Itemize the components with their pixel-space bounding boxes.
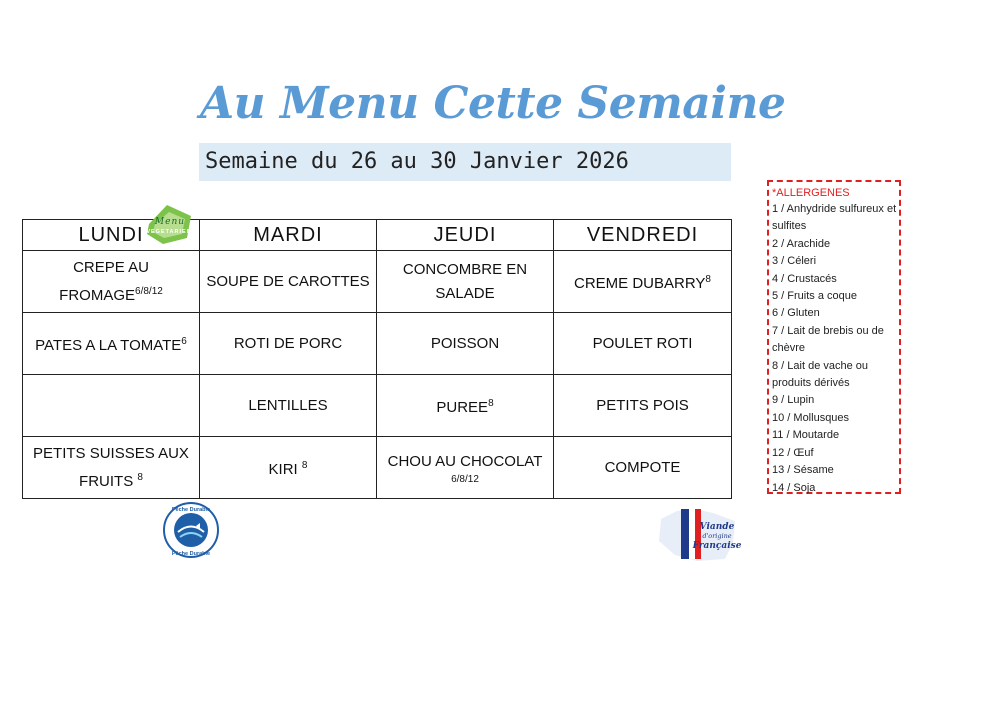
day-header-jeudi: JEUDI xyxy=(377,220,554,251)
viande-logo-line2: d'origine xyxy=(702,532,732,540)
viande-francaise-logo xyxy=(655,505,741,563)
veg-badge-line2: VEGETARIEN xyxy=(146,229,192,235)
allergen-item: 6 / Gluten xyxy=(772,307,820,320)
menu-cell: PUREE$^8$ xyxy=(377,375,554,437)
allergen-item: 12 / Œuf xyxy=(772,446,814,459)
allergen-item: 10 / Mollusques xyxy=(772,411,850,424)
allergen-item: 8 / Lait de vache ou produits dérivés xyxy=(772,359,869,390)
menu-cell: ROTI DE PORC xyxy=(200,313,377,375)
allergen-item: 1 / Anhydride sulfureux et sulfites xyxy=(772,203,897,233)
veg-badge-line1: Menu xyxy=(154,217,186,227)
menu-cell: KIRI $^8$ xyxy=(200,437,377,499)
peche-logo-bottom: Pêche Durable xyxy=(171,551,211,557)
menu-row-starter xyxy=(23,251,732,313)
menu-cell: CREME DUBARRY$^8$ xyxy=(554,251,732,313)
allergen-item: 14 / Soja xyxy=(772,481,816,494)
menu-row-main xyxy=(23,313,732,375)
menu-cell: SOUPE DE CAROTTES xyxy=(200,251,377,313)
allergen-item: 4 / Crustacés xyxy=(772,272,837,285)
allergen-item: 13 / Sésame xyxy=(772,464,834,477)
vegetarian-menu-badge xyxy=(143,202,195,246)
menu-cell: POISSON xyxy=(377,313,554,375)
allergen-heading: *ALLERGENES xyxy=(772,187,850,199)
page-title: Au Menu Cette Semaine xyxy=(200,78,786,129)
allergen-item: 9 / Lupin xyxy=(772,394,815,407)
menu-cell: COMPOTE xyxy=(554,437,732,499)
allergen-item: 2 / Arachide xyxy=(772,237,831,250)
menu-cell: CONCOMBRE EN SALADE xyxy=(377,251,554,313)
menu-cell: PATES A LA TOMATE$^6$ xyxy=(23,313,200,375)
menu-cell: PETITS POIS xyxy=(554,375,732,437)
menu-row-side xyxy=(23,375,732,437)
menu-cell: POULET ROTI xyxy=(554,313,732,375)
peche-logo-top: Pêche Durable xyxy=(171,507,211,513)
menu-row-dessert xyxy=(23,437,732,499)
allergen-item: 11 / Moutarde xyxy=(772,429,840,442)
menu-cell: LENTILLES xyxy=(200,375,377,437)
day-header-vendredi: VENDREDI xyxy=(554,220,732,251)
allergen-item: 7 / Lait de brebis ou de chèvre xyxy=(772,324,884,355)
viande-logo-line3: Française xyxy=(692,541,741,551)
allergen-legend xyxy=(767,180,901,494)
day-header-mardi: MARDI xyxy=(200,220,377,251)
day-header-lundi: LUNDI Menu VEGETARIEN xyxy=(23,220,200,251)
day-header-row xyxy=(23,220,732,251)
menu-cell xyxy=(23,375,200,437)
week-label: Semaine du 26 au 30 Janvier 2026 xyxy=(199,143,731,181)
allergen-item: 3 / Céleri xyxy=(772,255,817,268)
peche-durable-logo xyxy=(162,501,220,559)
allergen-item: 5 / Fruits a coque xyxy=(772,290,857,303)
menu-cell: PETITS SUISSES AUX FRUITS $^8$ xyxy=(23,437,200,499)
menu-cell: CREPE AU $FROMAGE^{6/8/12}$ xyxy=(23,251,200,313)
menu-cell: CHOU AU CHOCOLAT 6/8/12 xyxy=(377,437,554,499)
viande-logo-line1: Viande xyxy=(699,522,735,532)
menu-table xyxy=(22,219,732,499)
